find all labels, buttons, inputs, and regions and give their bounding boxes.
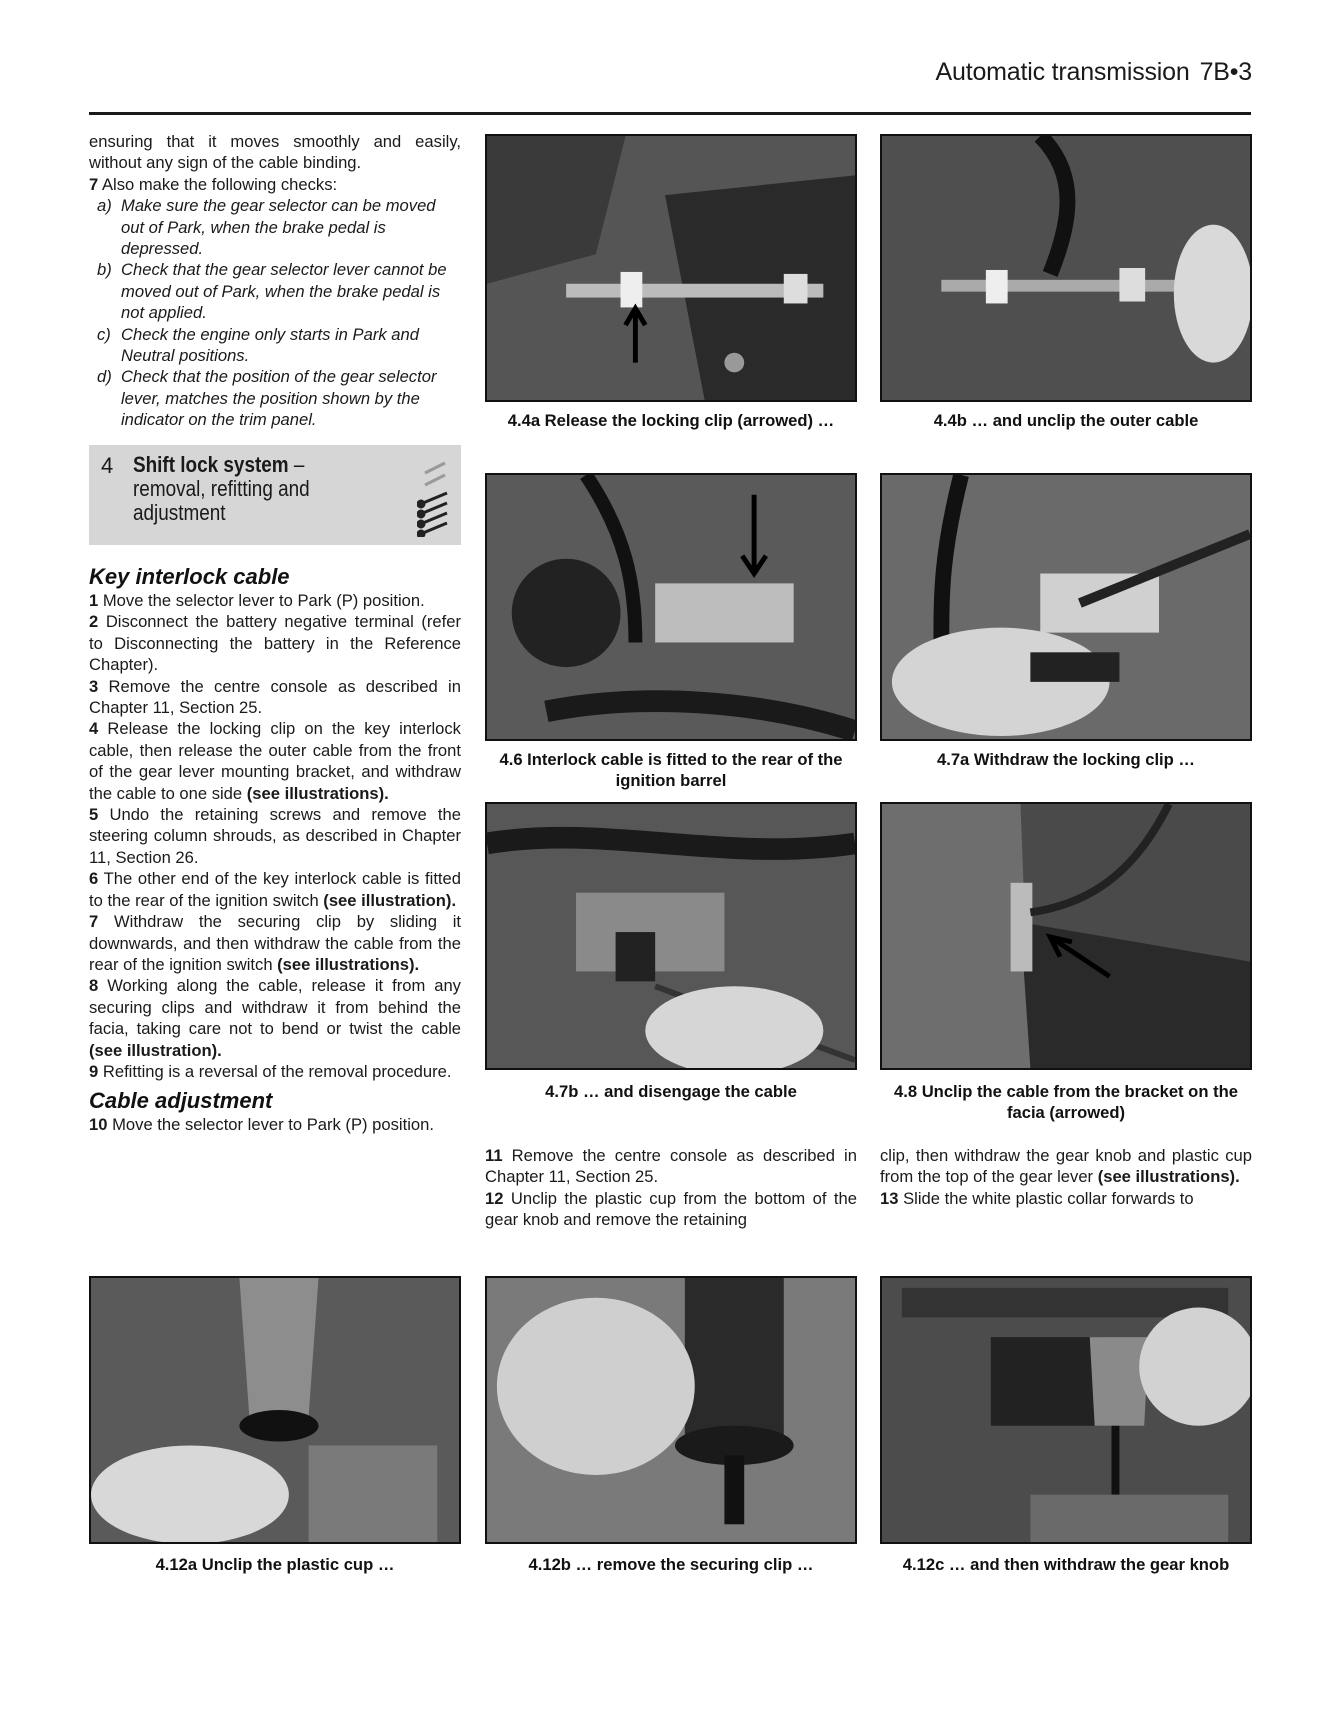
spanner-difficulty-icon — [417, 453, 453, 537]
left-column-main — [89, 564, 461, 1136]
running-header — [936, 58, 1252, 87]
subheading-key-interlock: Key interlock cable — [89, 564, 290, 589]
step-10: 10 Move the selector lever to Park (P) position. — [89, 1115, 434, 1135]
step-1: 1 Move the selector lever to Park (P) position. — [89, 591, 425, 610]
checks-list — [89, 195, 461, 430]
step-7b: 7 Withdraw the securing clip by sliding it downwards, and then withdraw the cable from the rear of the ignition switch (see illustrations). — [89, 912, 461, 974]
photo-4-7a — [880, 473, 1252, 741]
subheading-cable-adjustment: Cable adjustment — [89, 1088, 273, 1114]
step-12: 12 Unclip the plastic cup from the bottom of the gear knob and remove the retaining — [485, 1188, 857, 1230]
middle-column-text — [485, 1145, 857, 1231]
step-3: 3 Remove the centre console as described in Chapter 11, Section 25. — [89, 676, 461, 718]
section-title: Shift lock system – removal, refitting and adjustment — [133, 452, 310, 525]
step-2: 2 Disconnect the battery negative terminal (refer to Disconnecting the battery in the Reference Chapter). — [89, 612, 461, 675]
header-rule — [89, 112, 1251, 115]
caption-4-12c: 4.12c … and then withdraw the gear knob — [902, 1555, 1230, 1574]
photo-4-4b — [880, 134, 1252, 402]
check-item: a) Make sure the gear selector can be moved out of Park, when the brake pedal is depressed. — [97, 196, 436, 259]
step-6: 6 The other end of the key interlock cable is fitted to the rear of the ignition switch (see illustration). — [89, 869, 461, 910]
caption-4-12a: 4.12a Unclip the plastic cup … — [155, 1555, 395, 1574]
step-7: 7 Also make the following checks: — [89, 174, 338, 194]
step-8: 8 Working along the cable, release it from any securing clips and withdraw it from behind the facia, taking care not to bend or twist the cable (see illustration). — [89, 976, 461, 1060]
page-number: 7B•3 — [1199, 58, 1252, 86]
step-4: 4 Release the locking clip on the key interlock cable, then release the outer cable from the front of the gear lever mounting bracket, and withdraw the cable to one side (see illustrations). — [89, 719, 461, 803]
caption-4-4a: 4.4a Release the locking clip (arrowed) … — [507, 411, 835, 430]
caption-4-4b: 4.4b … and unclip the outer cable — [933, 411, 1199, 430]
photo-4-7b — [485, 802, 857, 1070]
step-11: 11 Remove the centre console as described in Chapter 11, Section 25. — [485, 1146, 857, 1187]
photo-4-8 — [880, 802, 1252, 1070]
section-heading-box — [89, 445, 461, 545]
left-column-top — [89, 131, 461, 431]
photo-4-6 — [485, 473, 857, 741]
check-item: b) Check that the gear selector lever cannot be moved out of Park, when the brake pedal is not applied. — [97, 260, 447, 323]
check-item: d) Check that the position of the gear selector lever, matches the position shown by the indicator on the trim panel. — [97, 367, 437, 430]
caption-4-7a: 4.7a Withdraw the locking clip … — [936, 750, 1196, 769]
section-number: 4 — [101, 453, 114, 478]
chapter-title: Automatic transmission — [935, 58, 1190, 86]
intro-text: ensuring that it moves smoothly and easily, without any sign of the cable binding. — [89, 132, 461, 173]
step-12-cont: clip, then withdraw the gear knob and plastic cup from the top of the gear lever (see illustrations). — [880, 1146, 1252, 1187]
photo-4-12b — [485, 1276, 857, 1544]
photo-4-4a — [485, 134, 857, 402]
caption-4-6: 4.6 Interlock cable is fitted to the rear of the ignition barrel — [499, 750, 843, 790]
caption-4-7b: 4.7b … and disengage the cable — [545, 1082, 797, 1101]
photo-4-12c — [880, 1276, 1252, 1544]
check-item: c) Check the engine only starts in Park and Neutral positions. — [97, 324, 419, 366]
step-13: 13 Slide the white plastic collar forwards to — [880, 1188, 1194, 1208]
right-column-text — [880, 1145, 1252, 1209]
step-9: 9 Refitting is a reversal of the removal procedure. — [89, 1061, 452, 1081]
caption-4-12b: 4.12b … remove the securing clip … — [528, 1555, 814, 1574]
photo-4-12a — [89, 1276, 461, 1544]
caption-4-8: 4.8 Unclip the cable from the bracket on the facia (arrowed) — [894, 1082, 1238, 1122]
step-5: 5 Undo the retaining screws and remove the steering column shrouds, as described in Chapter 11, Section 26. — [89, 805, 461, 867]
